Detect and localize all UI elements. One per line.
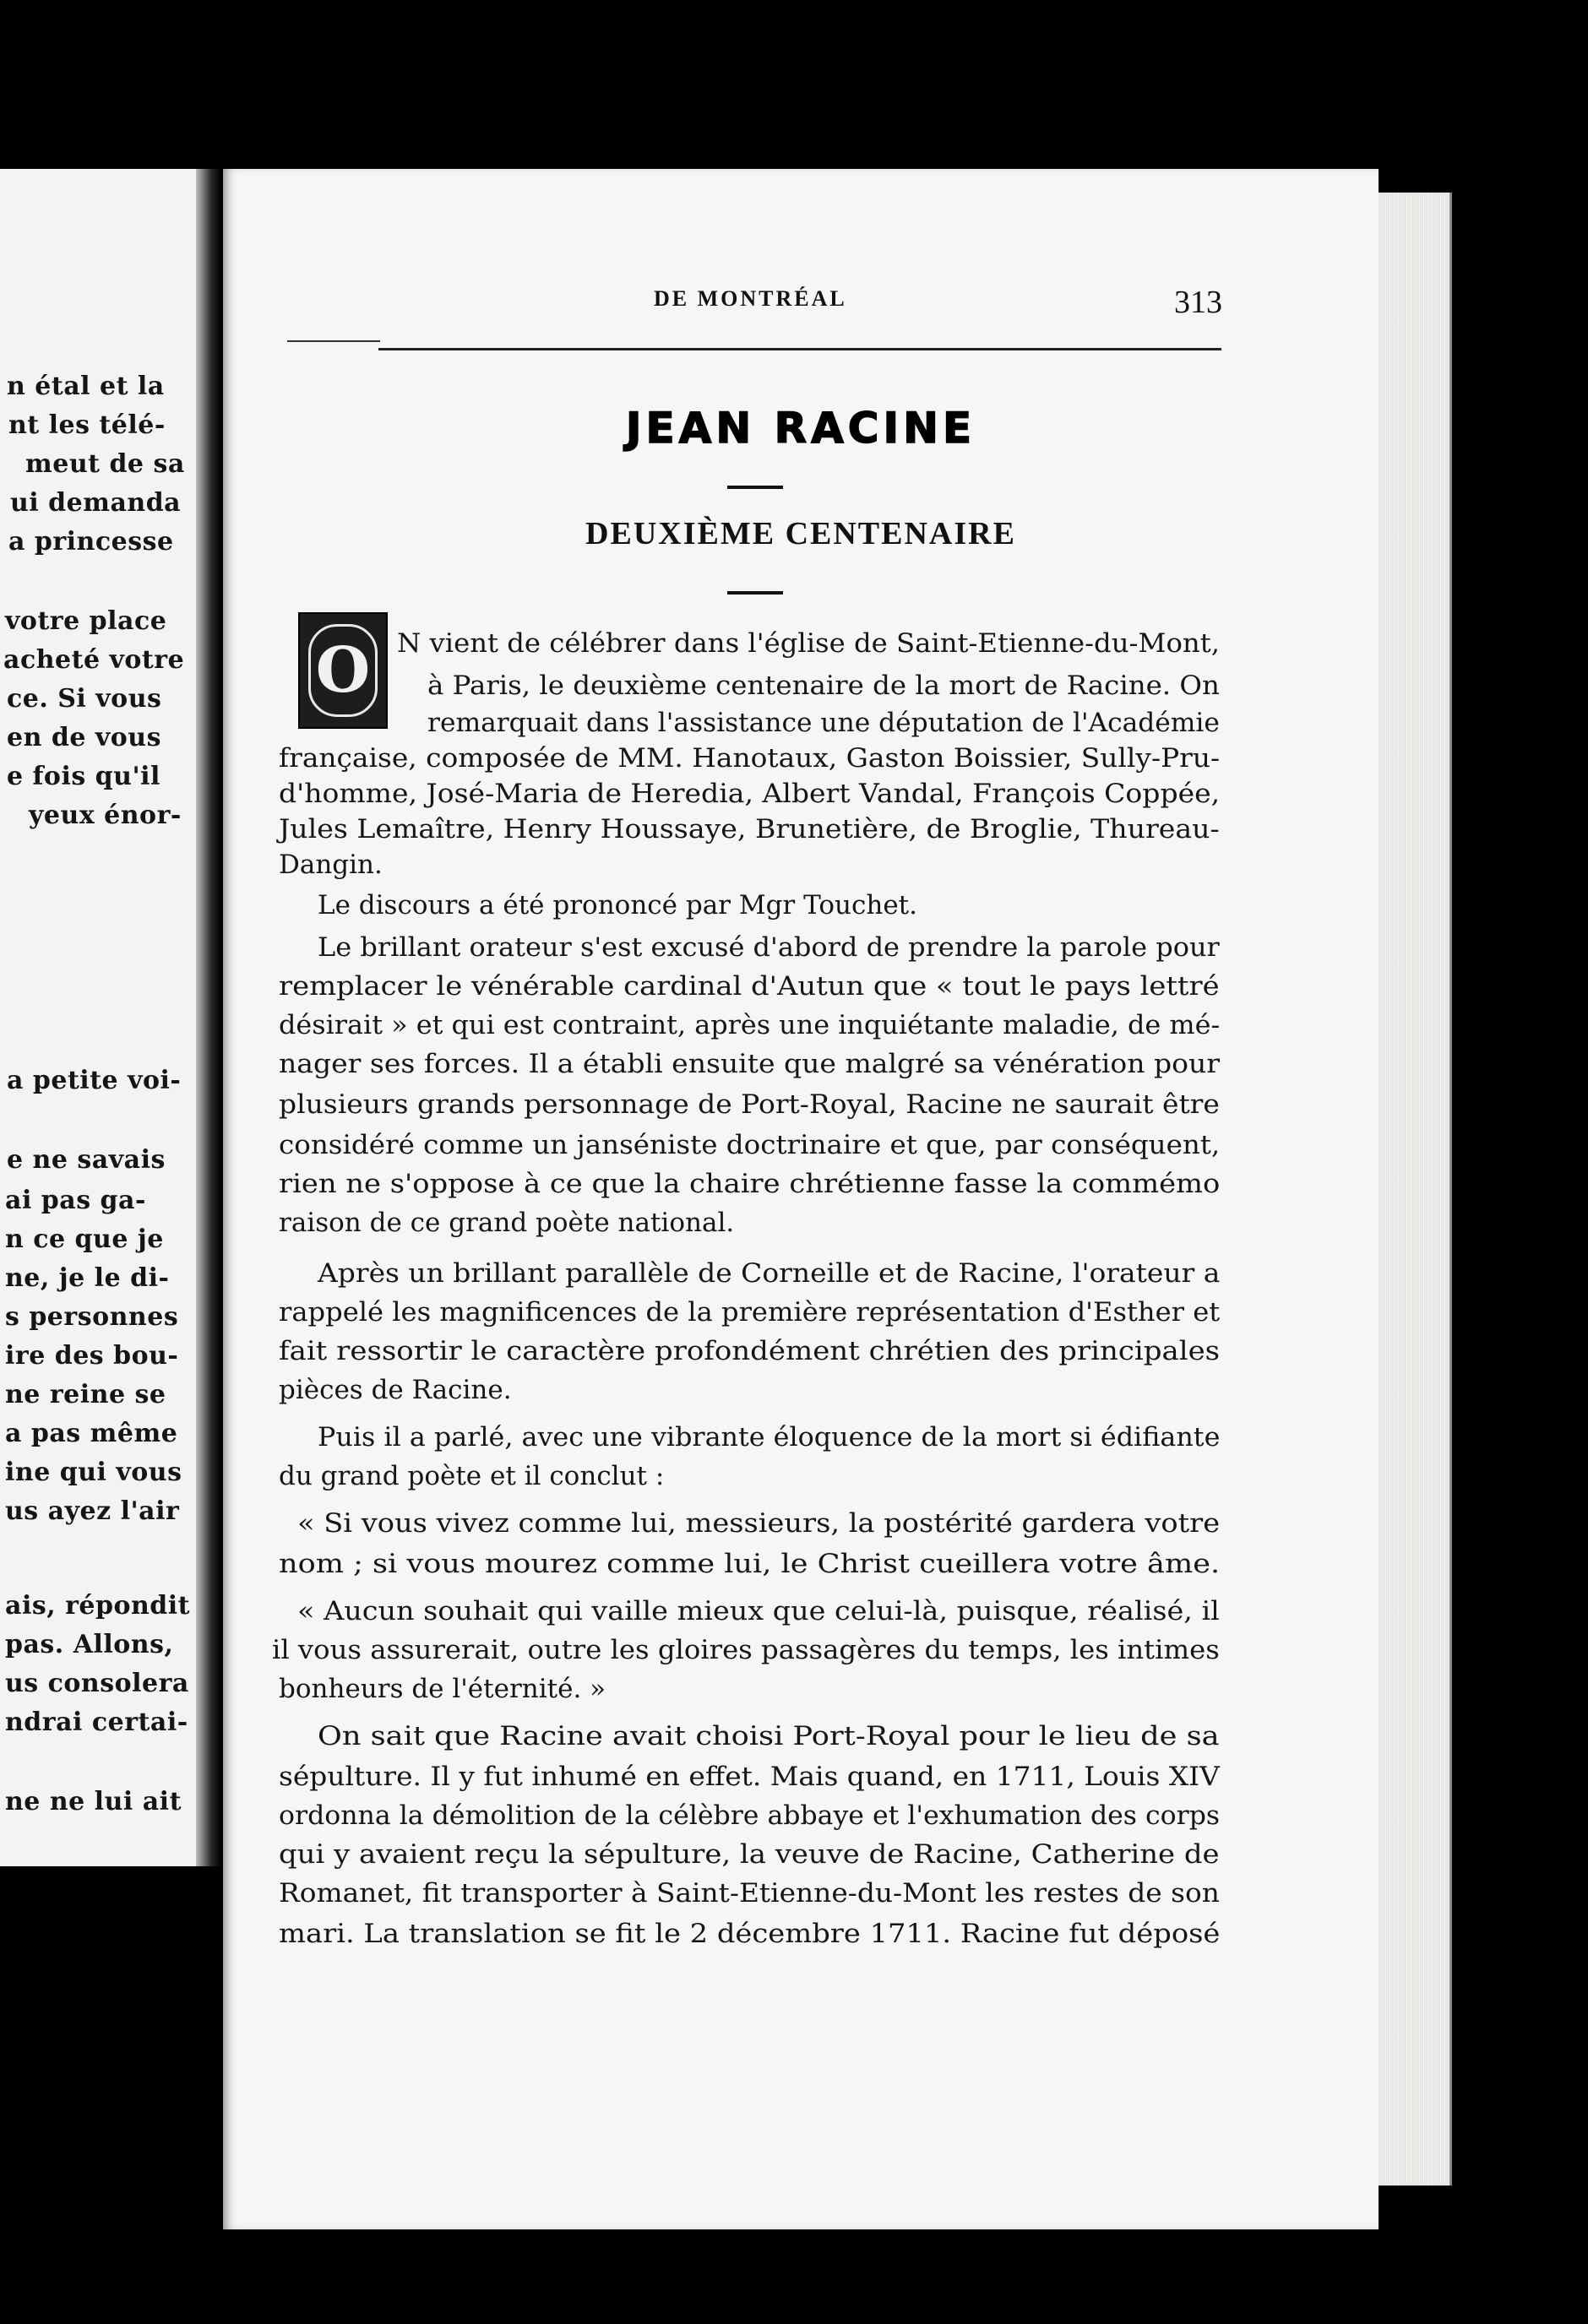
left-page-line: a pas même — [5, 1419, 178, 1448]
left-page-line: pas. Allons, — [5, 1630, 174, 1659]
article-line: Puis il a parlé, avec une vibrante éloquence de la mort si édifiante — [318, 1422, 1221, 1452]
article-line: bonheurs de l'éternité. » — [279, 1674, 606, 1704]
article-line: pièces de Racine. — [279, 1375, 512, 1405]
left-page-line: n étal et la — [7, 372, 165, 401]
article-line: désirait » et qui est contraint, après une inquiétante maladie, de mé- — [279, 1010, 1221, 1040]
left-page-line: e fois qu'il — [7, 762, 160, 791]
article-line: N vient de célébrer dans l'église de Saint-Etienne-du-Mont, — [397, 628, 1220, 659]
left-facing-page — [0, 169, 196, 1866]
article-title: JEAN RACINE — [625, 404, 976, 453]
article-line: On sait que Racine avait choisi Port-Royal pour le lieu de sa — [318, 1721, 1220, 1751]
left-page-line: nt les télé- — [8, 410, 166, 440]
left-page-line: ne, je le di- — [5, 1263, 170, 1293]
left-page-line: s personnes — [5, 1302, 179, 1332]
left-page-line: us ayez l'air — [5, 1496, 180, 1526]
left-page-line: a petite voi- — [7, 1066, 182, 1095]
left-page-line: ne ne lui ait — [5, 1787, 182, 1816]
article-line: à Paris, le deuxième centenaire de la mort de Racine. On — [427, 671, 1220, 701]
title-rule — [727, 486, 783, 489]
article-line: nager ses forces. Il a établi ensuite que malgré sa vénération pour — [279, 1049, 1221, 1079]
article-line: Jules Lemaître, Henry Houssaye, Brunetière, de Broglie, Thureau- — [279, 814, 1220, 844]
article-line: nom ; si vous mourez comme lui, le Christ cueillera votre âme. — [279, 1549, 1221, 1579]
left-page-line: meut de sa — [25, 449, 185, 479]
left-page-line: n ce que je — [5, 1224, 164, 1254]
article-line: du grand poète et il conclut : — [279, 1461, 665, 1491]
left-page-line: us consolera — [5, 1669, 189, 1698]
article-line: Dangin. — [279, 850, 383, 880]
article-line: sépulture. Il y fut inhumé en effet. Mais quand, en 1711, Louis XIV — [279, 1762, 1220, 1792]
article-line: remarquait dans l'assistance une députation de l'Académie — [427, 708, 1220, 738]
header-rule-accent — [287, 340, 380, 342]
subtitle-rule — [727, 591, 783, 595]
article-line: « Si vous vivez comme lui, messieurs, la postérité gardera votre — [297, 1508, 1221, 1539]
article-line: mari. La translation se fit le 2 décembre 1711. Racine fut déposé — [279, 1919, 1221, 1949]
left-page-line: ui demanda — [10, 488, 182, 518]
header-rule — [378, 348, 1221, 350]
article-line: ordonna la démolition de la célèbre abbaye et l'exhumation des corps — [279, 1800, 1221, 1831]
left-page-line: ce. Si vous — [7, 684, 162, 714]
ornamental-dropcap — [298, 612, 388, 729]
left-page-line: acheté votre — [3, 645, 185, 675]
article-line: Le brillant orateur s'est excusé d'abord de prendre la parole pour — [318, 932, 1220, 963]
left-page-line: ine qui vous — [5, 1458, 182, 1487]
article-line: raison de ce grand poète national. — [279, 1208, 735, 1238]
left-page-line: en de vous — [7, 723, 161, 752]
page-number: 313 — [1174, 285, 1222, 320]
article-line: rien ne s'oppose à ce que la chaire chrétienne fasse la commémo — [279, 1169, 1221, 1199]
left-page-line: ai pas ga- — [5, 1186, 146, 1215]
article-line: qui y avaient reçu la sépulture, la veuve de Racine, Catherine de — [279, 1839, 1220, 1870]
article-line: d'homme, José-Maria de Heredia, Albert Vandal, François Coppée, — [279, 779, 1221, 809]
article-line: « Aucun souhait qui vaille mieux que celui-là, puisque, réalisé, il — [297, 1596, 1220, 1626]
running-header: DE MONTRÉAL — [654, 286, 847, 311]
article-line: il vous assurerait, outre les gloires passagères du temps, les intimes — [272, 1635, 1220, 1665]
left-page-line: yeux énor- — [29, 801, 182, 830]
article-line: Romanet, fit transporter à Saint-Etienne-du-Mont les restes de son — [279, 1878, 1220, 1909]
dropcap-letter: O — [308, 624, 378, 717]
book-gutter — [196, 169, 221, 1866]
article-line: rappelé les magnificences de la première représentation d'Esther et — [279, 1297, 1221, 1328]
left-page-line: e ne savais — [7, 1145, 166, 1175]
left-page-line: ire des bou- — [5, 1341, 179, 1371]
article-line: remplacer le vénérable cardinal d'Autun que « tout le pays lettré — [279, 971, 1220, 1002]
article-line: considéré comme un janséniste doctrinaire et que, par conséquent, — [279, 1130, 1221, 1160]
left-page-line: votre place — [5, 606, 167, 636]
article-line: Après un brillant parallèle de Corneille et de Racine, l'orateur a — [318, 1258, 1221, 1289]
left-page-line: ndrai certai- — [5, 1708, 188, 1737]
article-line: plusieurs grands personnage de Port-Royal, Racine ne saurait être — [279, 1089, 1220, 1120]
article-subtitle: DEUXIÈME CENTENAIRE — [585, 516, 1016, 551]
article-line: fait ressortir le caractère profondément chrétien des principales — [279, 1336, 1221, 1366]
left-page-line: ne reine se — [5, 1380, 166, 1409]
article-line: Le discours a été prononcé par Mgr Touchet. — [318, 890, 917, 920]
left-page-line: a princesse — [8, 527, 174, 557]
left-page-line: ais, répondit — [5, 1591, 191, 1621]
article-line: française, composée de MM. Hanotaux, Gaston Boissier, Sully-Pru- — [279, 743, 1221, 774]
